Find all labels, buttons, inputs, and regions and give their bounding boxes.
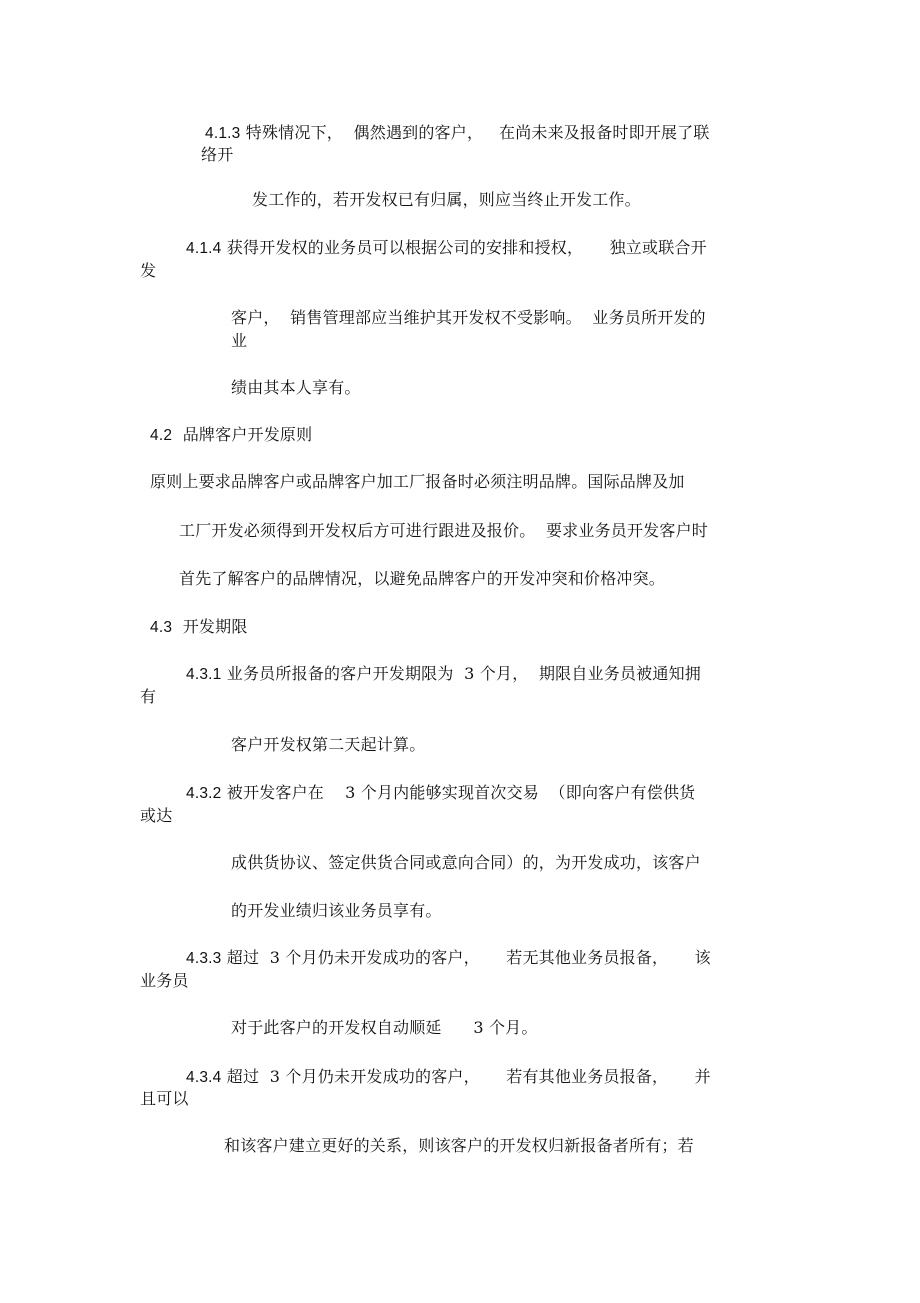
clause-4-1-4-line-1: 4.1.4 获得开发权的业务员可以根据公司的安排和授权， 独立或联合开 — [186, 238, 707, 257]
clause-4-3-3-line-3: 对于此客户的开发权自动顺延 3 个月。 — [231, 1018, 538, 1037]
section-4-3-heading: 4.3 开发期限 — [150, 617, 248, 636]
clause-4-1-4-line-2: 发 — [140, 261, 157, 280]
clause-4-1-4-line-3: 客户， 销售管理部应当维护其开发权不受影响。 业务员所开发的 — [231, 308, 706, 327]
clause-4-3-3-line-1: 4.3.3 超过 3 个月仍未开发成功的客户， 若无其他业务员报备， 该 — [186, 948, 711, 967]
section-4-2-heading: 4.2 品牌客户开发原则 — [150, 425, 313, 444]
section-4-2-line-3: 首先了解客户的品牌情况，以避免品牌客户的开发冲突和价格冲突。 — [179, 569, 666, 588]
clause-4-1-3-line-3: 发工作的，若开发权已有归属，则应当终止开发工作。 — [252, 190, 641, 209]
clause-4-1-3-line-2: 络开 — [201, 145, 234, 164]
section-4-2-line-2: 工厂开发必须得到开发权后方可进行跟进及报价。 要求业务员开发客户时 — [179, 521, 708, 540]
clause-4-3-2-line-2: 或达 — [140, 806, 173, 825]
clause-4-1-4-line-4: 业 — [231, 331, 248, 350]
clause-4-3-4-line-2: 且可以 — [140, 1089, 189, 1108]
clause-4-3-2-line-4: 的开发业绩归该业务员享有。 — [231, 901, 442, 920]
clause-4-3-4-line-1: 4.3.4 超过 3 个月仍未开发成功的客户， 若有其他业务员报备， 并 — [186, 1067, 711, 1086]
clause-4-3-1-line-3: 客户开发权第二天起计算。 — [231, 735, 426, 754]
clause-4-3-2-line-3: 成供货协议、签定供货合同或意向合同）的，为开发成功，该客户 — [231, 853, 701, 872]
clause-4-1-3-line-1: 4.1.3 特殊情况下， 偶然遇到的客户， 在尚未来及报备时即开展了联 — [205, 123, 710, 142]
clause-4-3-1-line-1: 4.3.1 业务员所报备的客户开发期限为 3 个月， 期限自业务员被通知拥 — [186, 664, 701, 683]
clause-4-1-4-line-5: 绩由其本人享有。 — [231, 378, 361, 397]
clause-4-3-1-line-2: 有 — [140, 687, 157, 706]
clause-4-3-4-line-3: 和该客户建立更好的关系，则该客户的开发权归新报备者所有；若 — [224, 1136, 694, 1155]
clause-4-3-3-line-2: 业务员 — [140, 971, 189, 990]
clause-4-3-2-line-1: 4.3.2 被开发客户在 3 个月内能够实现首次交易 （即向客户有偿供货 — [186, 783, 696, 802]
section-4-2-line-1: 原则上要求品牌客户或品牌客户加工厂报备时必须注明品牌。国际品牌及加 — [150, 472, 685, 491]
